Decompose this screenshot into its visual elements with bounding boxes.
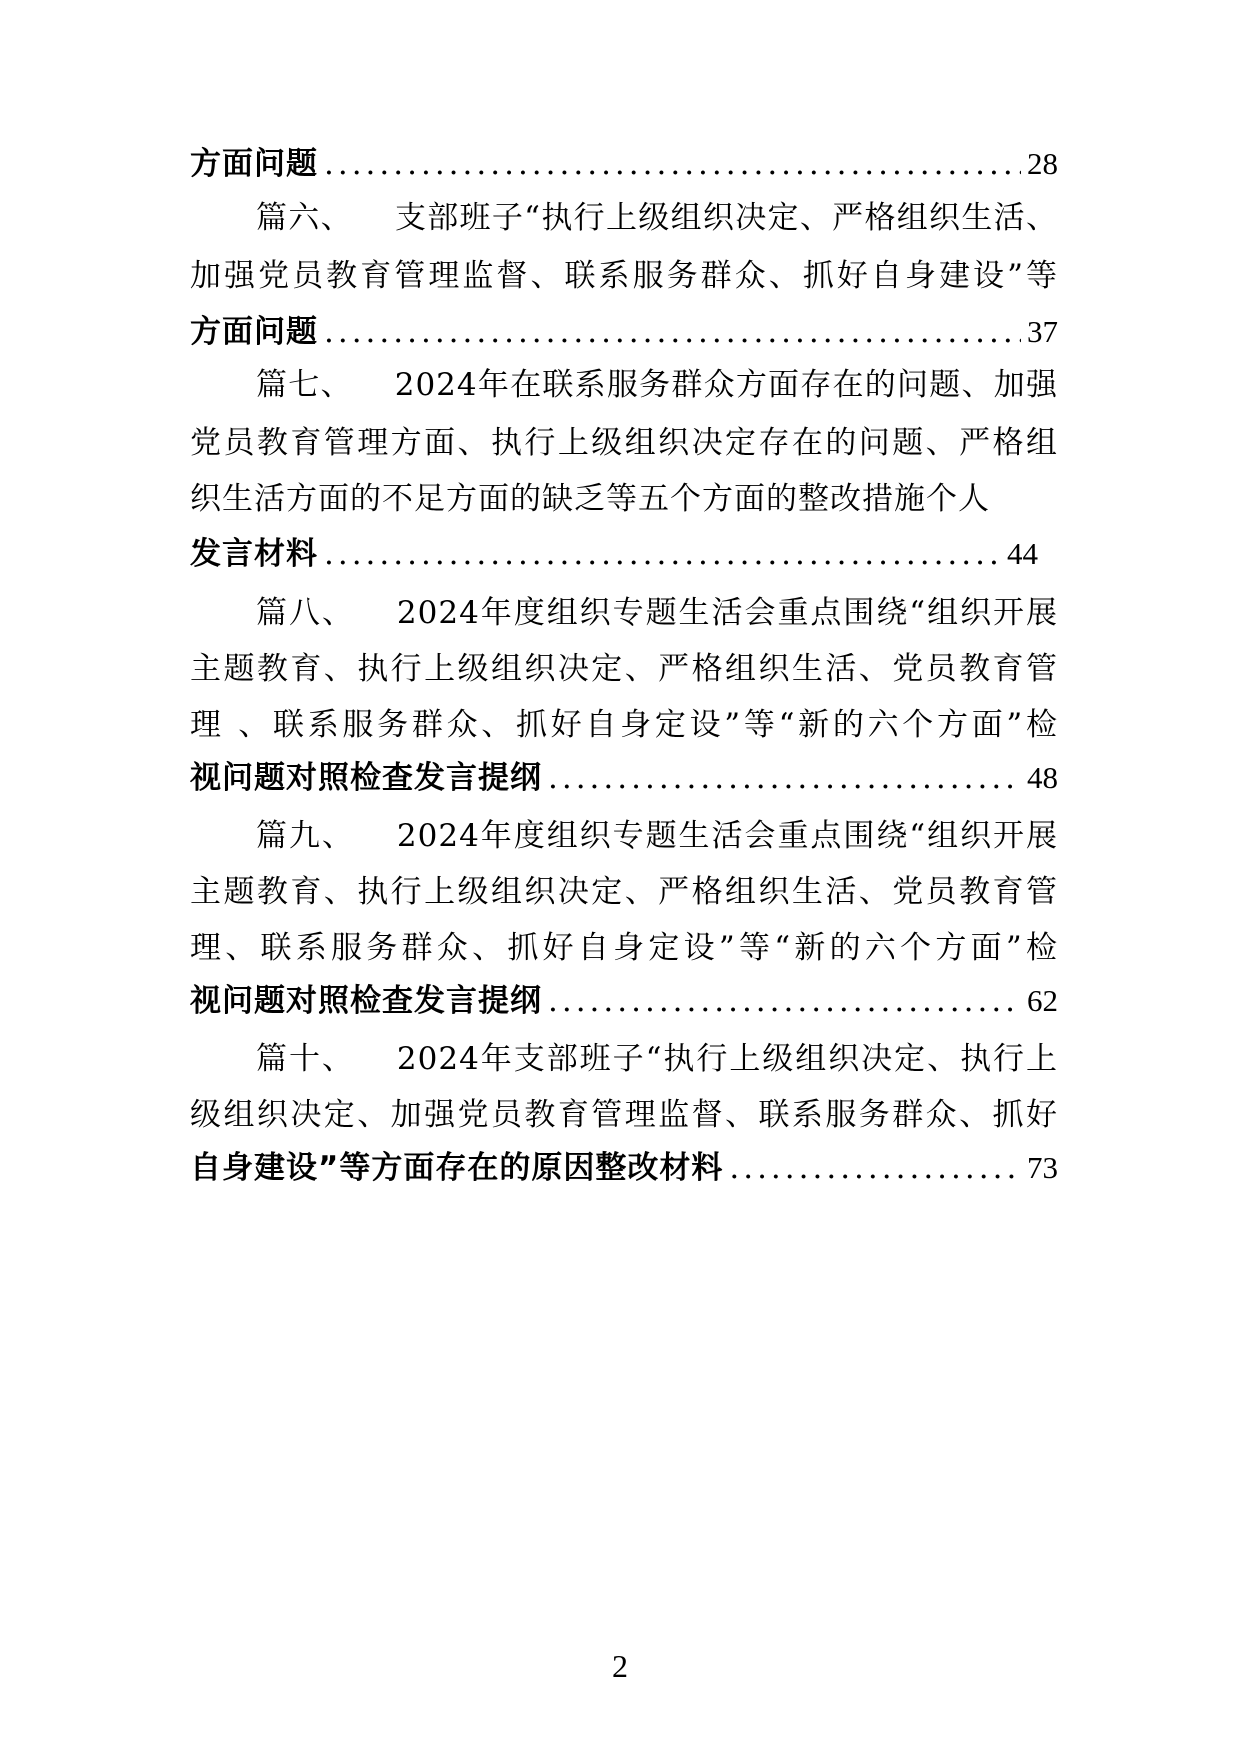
- entry-label: 篇六、: [256, 200, 353, 236]
- dot-leader: [729, 1135, 1021, 1201]
- toc-entry-10-title-line[interactable]: [190, 1135, 1058, 1201]
- entry-text: 支部班子“执行上级组织决定、严格组织生活、: [394, 200, 1058, 236]
- toc-entry-title: 方面问题: [190, 146, 318, 182]
- toc-page-number: 37: [1027, 314, 1058, 349]
- toc-page-number: 48: [1027, 760, 1058, 795]
- toc-entry-7-line-2: 党员教育管理方面、执行上级组织决定存在的问题、严格组: [190, 425, 1058, 461]
- toc-entry-title: 自身建设”等方面存在的原因整改材料: [190, 1150, 724, 1186]
- toc-entry-7-line-1: [256, 352, 1058, 418]
- toc-entry-title: 发言材料: [190, 536, 318, 572]
- entry-label: 篇十、: [256, 1041, 355, 1077]
- toc-entry-7-title-line[interactable]: [190, 521, 1038, 587]
- dot-leader: [548, 745, 1021, 811]
- toc-entry-9-line-3: 理、联系服务群众、抓好自身定设”等“新的六个方面”检: [190, 930, 1058, 966]
- toc-entry-title: 视问题对照检查发言提纲: [190, 983, 542, 1019]
- toc-page-number: 28: [1027, 146, 1058, 181]
- entry-text: 2024年支部班子“执行上级组织决定、执行上: [396, 1041, 1058, 1077]
- toc-entry-8-line-2: 主题教育、执行上级组织决定、严格组织生活、党员教育管: [190, 651, 1058, 687]
- toc-page-number: 73: [1027, 1150, 1058, 1185]
- entry-label: 篇九、: [256, 818, 355, 854]
- toc-entry-9-line-2: 主题教育、执行上级组织决定、严格组织生活、党员教育管: [190, 874, 1058, 910]
- dot-leader: [324, 521, 1001, 587]
- toc-entry-10-line-2: 级组织决定、加强党员教育管理监督、联系服务群众、抓好: [190, 1097, 1058, 1133]
- entry-text: 2024年在联系服务群众方面存在的问题、加强: [394, 367, 1058, 403]
- toc-entry-9-title-line[interactable]: [190, 968, 1058, 1034]
- entry-text: 2024年度组织专题生活会重点围绕“组织开展: [396, 595, 1058, 631]
- page-number: 2: [612, 1648, 628, 1684]
- dot-leader: [548, 968, 1021, 1034]
- toc-entry-title: 视问题对照检查发言提纲: [190, 760, 542, 796]
- toc-page-number: 62: [1027, 983, 1058, 1018]
- toc-entry-6-line-1: [256, 185, 1058, 251]
- toc-entry-8-line-3: 理 、联系服务群众、抓好自身定设”等“新的六个方面”检: [190, 707, 1058, 743]
- entry-label: 篇八、: [256, 595, 355, 631]
- toc-entry-8-title-line[interactable]: [190, 745, 1058, 811]
- toc-entry-title: 方面问题: [190, 314, 318, 350]
- entry-text: 2024年度组织专题生活会重点围绕“组织开展: [396, 818, 1058, 854]
- entry-label: 篇七、: [256, 367, 353, 403]
- toc-entry-7-line-3: 织生活方面的不足方面的缺乏等五个方面的整改措施个人: [190, 481, 990, 517]
- toc-page-number: 44: [1007, 536, 1038, 571]
- toc-entry-6-line-2: 加强党员教育管理监督、联系服务群众、抓好自身建设”等: [190, 258, 1058, 294]
